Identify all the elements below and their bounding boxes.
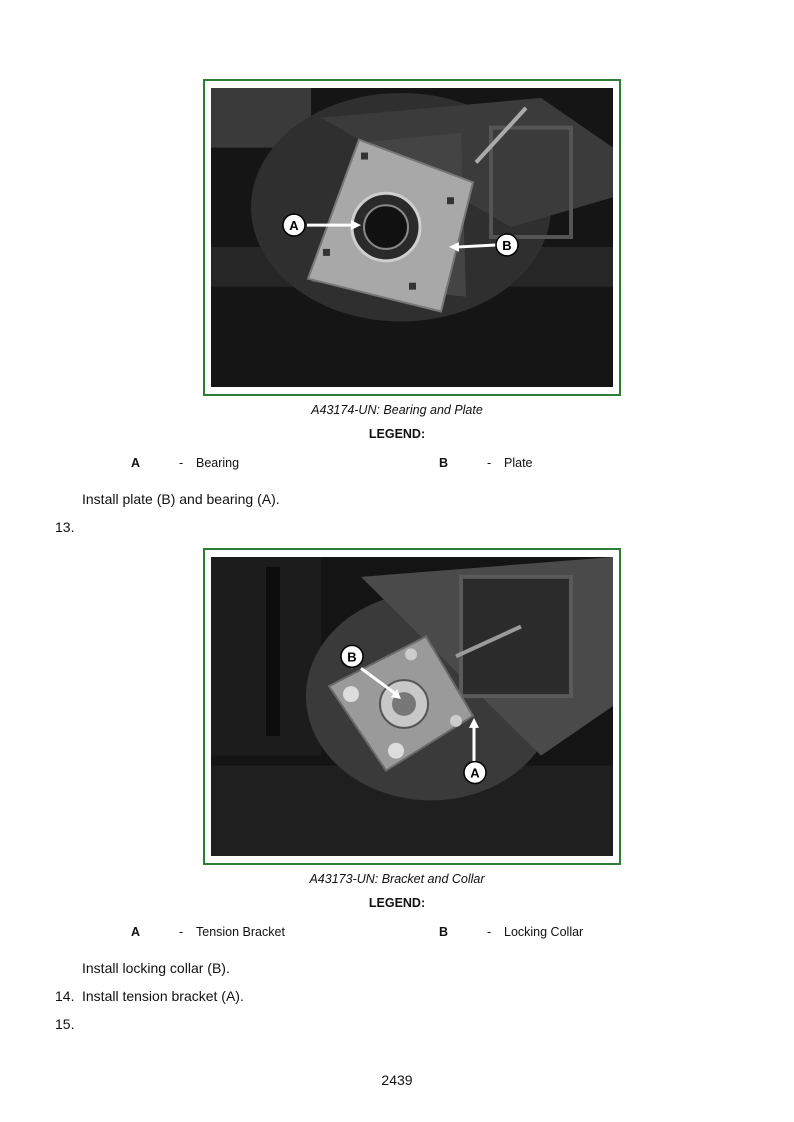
figure-bearing-plate [203,79,621,396]
legend1-label-a: Bearing [196,456,240,470]
legend2-key-a: A [131,925,141,939]
step-number-13: 13. [55,519,75,535]
figure2-legend-title: LEGEND: [368,896,426,910]
instruction-install-bracket: Install tension bracket (A). [82,988,244,1004]
step-number-14: 14. [55,988,75,1004]
figure1-legend-title: LEGEND: [368,427,426,441]
callout-b: B [502,237,512,253]
legend2-dash-b: - [487,925,492,939]
figure2-caption: A43173-UN: Bracket and Collar [309,872,485,886]
legend1-dash-b: - [487,456,492,470]
photo-bracket-collar [211,557,613,856]
figure1-caption: A43174-UN: Bearing and Plate [311,403,483,417]
legend2-label-a: Tension Bracket [196,925,285,939]
legend1-label-b: Plate [504,456,533,470]
legend1-key-b: B [439,456,449,470]
page-number: 2439 [381,1072,413,1088]
callout-a: A [470,765,480,781]
figure-bracket-collar [203,548,621,865]
legend1-key-a: A [131,456,141,470]
photo-bearing-plate [211,88,613,387]
instruction-install-plate: Install plate (B) and bearing (A). [82,491,280,507]
legend2-key-b: B [439,925,449,939]
legend1-dash-a: - [179,456,184,470]
legend2-dash-a: - [179,925,184,939]
callout-a: A [289,218,299,234]
callout-b: B [347,649,357,665]
legend2-label-b: Locking Collar [504,925,584,939]
step-number-15: 15. [55,1016,75,1032]
instruction-install-collar: Install locking collar (B). [82,960,230,976]
